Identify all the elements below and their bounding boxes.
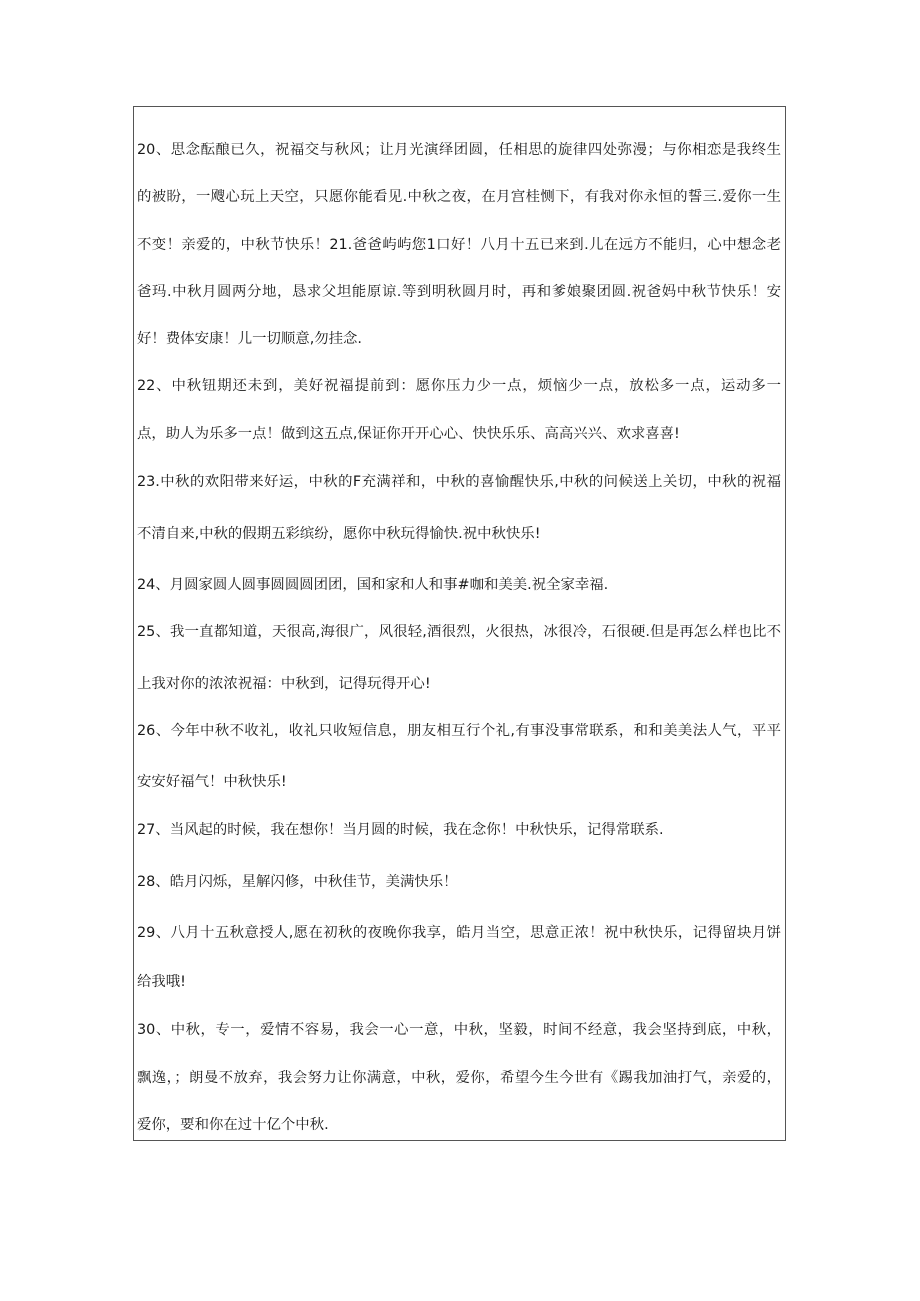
text-line: 安安好福气！中秋快乐! — [137, 774, 287, 790]
text-line: 29、八月十五秋意授人,愿在初秋的夜晚你我享，皓月当空，思意正浓！祝中秋快乐，记得留块月饼 — [137, 925, 781, 941]
text-line: 上我对你的浓浓祝福：中秋到，记得玩得开心! — [137, 676, 431, 692]
text-line: 不清自来,中秋的假期五彩缤纷，愿你中秋玩得愉快.祝中秋快乐! — [137, 526, 541, 542]
text-line: 20、思念酝酿已久，祝福交与秋风；让月光演绎团圆，任相思的旋律四处弥漫；与你相恋是我终生 — [137, 142, 781, 158]
text-line: 22、中秋钮期还未到，美好祝福提前到：愿你压力少一点，烦恼少一点，放松多一点，运动多一 — [137, 378, 781, 394]
text-line: 给我哦! — [137, 974, 186, 990]
text-line: 25、我一直都知道，天很高,海很广，风很轻,酒很烈，火很热，冰很冷，石很硬.但是再怎么样也比不 — [137, 624, 781, 640]
text-line: 26、今年中秋不收礼，收礼只收短信息，朋友相互行个礼,有事没事常联系，和和美美法人气，平平 — [137, 723, 781, 739]
text-line: 30、中秋，专一，爱情不容易，我会一心一意，中秋，坚毅，时间不经意，我会坚持到底，中秋， — [137, 1022, 781, 1038]
text-line: 24、月圆家圆人圆事圆圆圆团团，国和家和人和事#咖和美美.祝全家幸福. — [137, 577, 609, 593]
text-line: 23.中秋的欢阳带来好运，中秋的F充满祥和，中秋的喜愉醒快乐,中秋的问候送上关切，中秋的祝福 — [137, 474, 781, 490]
text-line: 爱你，要和你在过十亿个中秋. — [137, 1117, 329, 1133]
text-line: 点，助人为乐多一点！做到这五点,保证你开开心心、快快乐乐、高高兴兴、欢求喜喜! — [137, 426, 680, 442]
text-line: 28、皓月闪烁，星解闪修，中秋佳节，美满快乐！ — [137, 874, 458, 890]
document-text-box — [133, 106, 786, 1141]
text-line: 的被盼，一飕心玩上天空，只愿你能看见.中秋之夜，在月宫桂恻下，有我对你永恒的誓三.爱你一生 — [137, 189, 781, 205]
text-line: 27、当风起的时候，我在想你！当月圆的时候，我在念你！中秋快乐，记得常联系. — [137, 822, 664, 838]
text-line: 爸玛.中秋月圆两分地，恳求父坦能原谅.等到明秋圆月时，再和爹娘聚团圆.祝爸妈中秋节快乐！安 — [137, 284, 781, 300]
text-line: 好！费体安康！儿一切顺意,勿挂念. — [137, 331, 363, 347]
text-line: 不变！亲爱的，中秋节快乐！21.爸爸屿屿您1口好！八月十五已来到.儿在远方不能归，心中想念老 — [137, 237, 781, 253]
text-line: 飘逸，；朗曼不放弃，我会努力让你满意，中秋，爱你，希望今生今世有《踢我加油打气，亲爱的， — [137, 1070, 781, 1086]
